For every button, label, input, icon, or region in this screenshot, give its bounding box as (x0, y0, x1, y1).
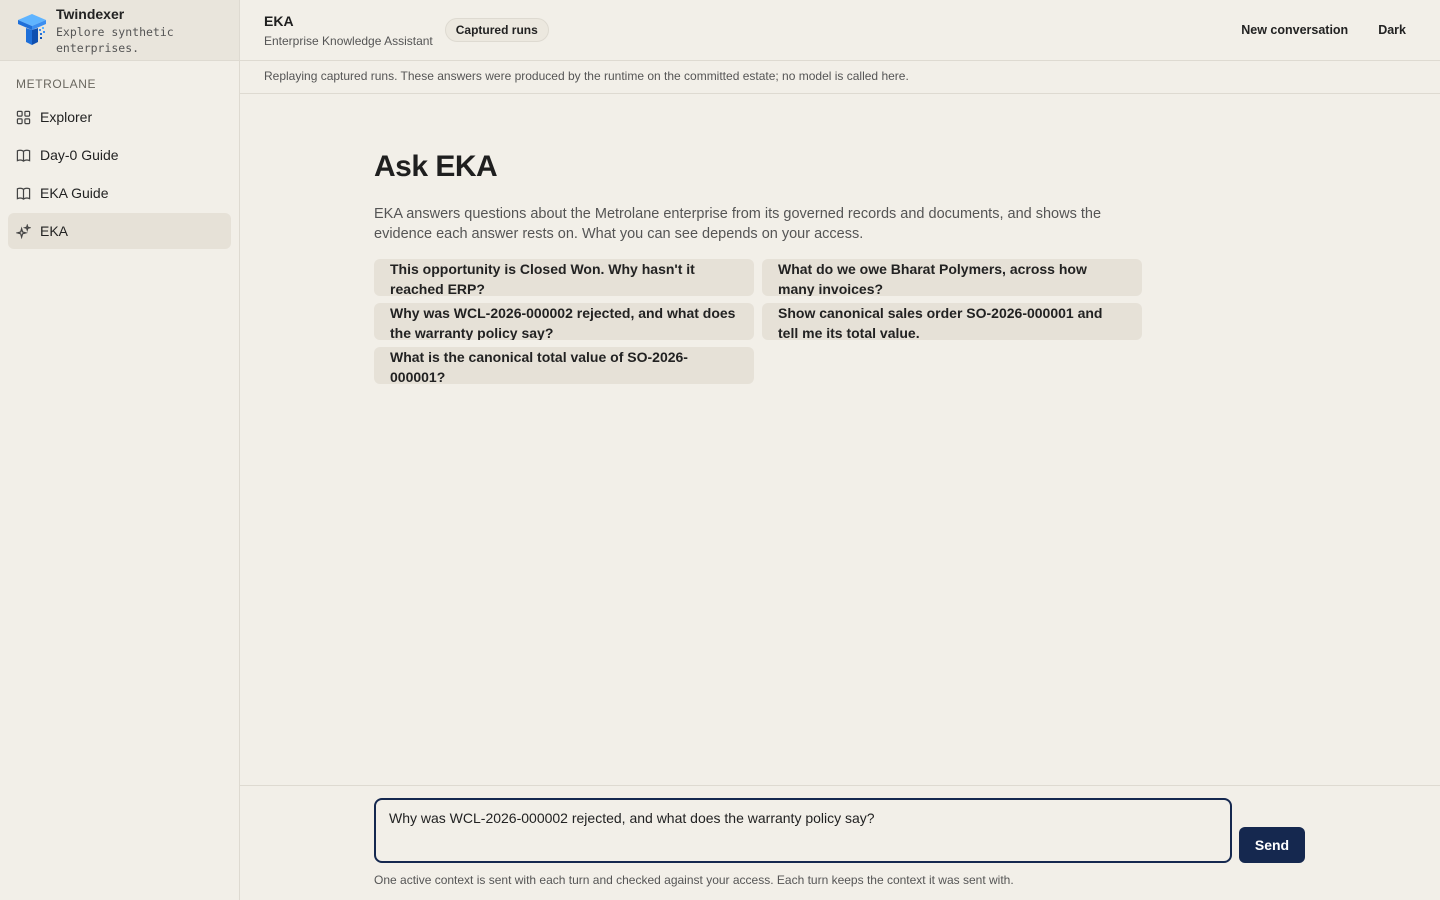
composer-note: One active context is sent with each turn and checked against your access. Each turn keeps the context it was sent with. (374, 873, 1014, 887)
suggestion-chip[interactable]: This opportunity is Closed Won. Why hasn't it reached ERP? (374, 259, 754, 296)
sidebar-nav (0, 99, 239, 249)
sidebar-item-label: EKA (40, 223, 69, 239)
new-conversation-button[interactable]: New conversation (1231, 17, 1358, 43)
suggestion-chip[interactable]: Show canonical sales order SO-2026-000001 and tell me its total value. (762, 303, 1142, 340)
sidebar-item-explorer[interactable] (8, 99, 231, 135)
page-title: EKA (264, 12, 294, 29)
sidebar-item-label: Day-0 Guide (40, 147, 119, 163)
page-subtitle: Enterprise Knowledge Assistant (264, 33, 433, 48)
sidebar-item-eka-guide[interactable] (8, 175, 231, 211)
question-input[interactable] (374, 798, 1232, 863)
ask-heading: Ask EKA (374, 150, 498, 183)
top-bar (240, 0, 1440, 61)
sidebar-item-label: Explorer (40, 109, 93, 125)
sparkle-icon (16, 224, 31, 239)
book-icon (16, 148, 31, 163)
composer (240, 785, 1440, 900)
sidebar-item-label: EKA Guide (40, 185, 109, 201)
main-content (374, 150, 1144, 384)
brand-header[interactable] (0, 0, 239, 61)
suggestion-chip[interactable]: Why was WCL-2026-000002 rejected, and what does the warranty policy say? (374, 303, 754, 340)
suggestion-list (374, 259, 1144, 384)
book-icon (16, 186, 31, 201)
captured-runs-badge: Captured runs (445, 18, 549, 42)
sidebar-item-day0-guide[interactable] (8, 137, 231, 173)
sidebar (0, 0, 240, 900)
brand-title: Twindexer (56, 6, 125, 22)
sidebar-item-eka[interactable] (8, 213, 231, 249)
suggestion-chip[interactable]: What do we owe Bharat Polymers, across how many invoices? (762, 259, 1142, 296)
twindexer-logo-icon (16, 12, 48, 46)
intro-text: EKA answers questions about the Metrolane enterprise from its governed records and documents, and shows the evidence each answer rests on. What you can see depends on your access. (374, 206, 1102, 242)
brand-subtitle: Explore synthetic enterprises. (56, 25, 174, 55)
replay-notice: Replaying captured runs. These answers were produced by the runtime on the committed estate; no model is called here. (240, 61, 1440, 94)
send-button[interactable]: Send (1239, 827, 1305, 863)
suggestion-chip[interactable]: What is the canonical total value of SO-2026-000001? (374, 347, 754, 384)
theme-toggle-button[interactable]: Dark (1368, 17, 1416, 43)
grid-icon (16, 110, 31, 125)
workspace-section-label: METROLANE (16, 77, 97, 91)
